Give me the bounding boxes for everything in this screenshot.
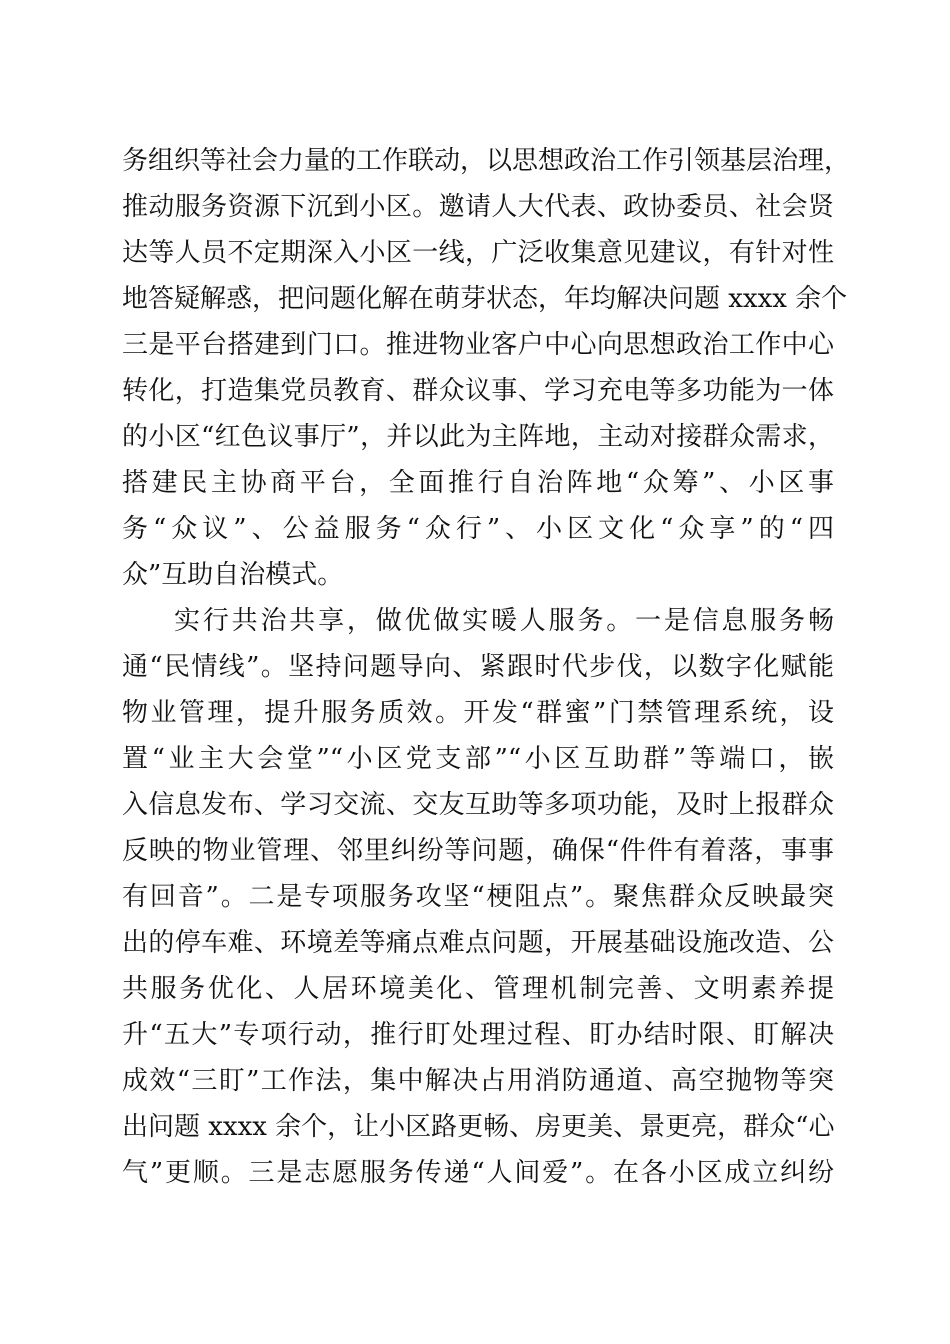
text-line: 置“业主大会堂”“小区党支部”“小区互助群”等端口，嵌 <box>122 744 834 774</box>
text-line: 众”互助自治模式。 <box>122 560 344 590</box>
text-line: 搭建民主协商平台，全面推行自治阵地“众筹”、小区事 <box>122 468 834 498</box>
text-line: 达等人员不定期深入小区一线，广泛收集意见建议，有针对性 <box>122 238 834 268</box>
text-line: 务“众议”、公益服务“众行”、小区文化“众享”的“四 <box>122 514 834 544</box>
paragraph-heading-line: 实行共治共享，做优做实暖人服务。一是信息服务畅 <box>174 606 834 636</box>
text-line: 通“民情线”。坚持问题导向、紧跟时代步伐，以数字化赋能 <box>122 652 834 682</box>
text-line: 地答疑解惑，把问题化解在萌芽状态，年均解决问题 xxxx 余个 <box>122 284 848 314</box>
text-line: 成效“三盯”工作法，集中解决占用消防通道、高空抛物等突 <box>122 1066 834 1096</box>
text-line: 出的停车难、环境差等痛点难点问题，开展基础设施改造、公 <box>122 928 834 958</box>
text-line: 气”更顺。三是志愿服务传递“人间爱”。在各小区成立纠纷 <box>122 1158 834 1188</box>
text-line: 反映的物业管理、邻里纠纷等问题，确保“件件有着落，事事 <box>122 836 834 866</box>
text-line: 有回音”。二是专项服务攻坚“梗阻点”。聚焦群众反映最突 <box>122 882 834 912</box>
text-line: 推动服务资源下沉到小区。邀请人大代表、政协委员、社会贤 <box>122 192 834 222</box>
text-line: 升“五大”专项行动，推行盯处理过程、盯办结时限、盯解决 <box>122 1020 834 1050</box>
text-line: 三是平台搭建到门口。推进物业客户中心向思想政治工作中心 <box>122 330 834 360</box>
text-line: 物业管理，提升服务质效。开发“群蜜”门禁管理系统，设 <box>122 698 834 728</box>
text-line: 务组织等社会力量的工作联动，以思想政治工作引领基层治理， <box>122 146 851 176</box>
text-line: 共服务优化、人居环境美化、管理机制完善、文明素养提 <box>122 974 834 1004</box>
text-line: 入信息发布、学习交流、交友互助等多项功能，及时上报群众 <box>122 790 834 820</box>
document-body <box>122 138 851 1196</box>
text-line: 转化，打造集党员教育、群众议事、学习充电等多功能为一体 <box>122 376 834 406</box>
text-line: 出问题 xxxx 余个，让小区路更畅、房更美、景更亮，群众“心 <box>122 1112 835 1142</box>
text-line: 的小区“红色议事厅”，并以此为主阵地，主动对接群众需求， <box>122 422 834 452</box>
